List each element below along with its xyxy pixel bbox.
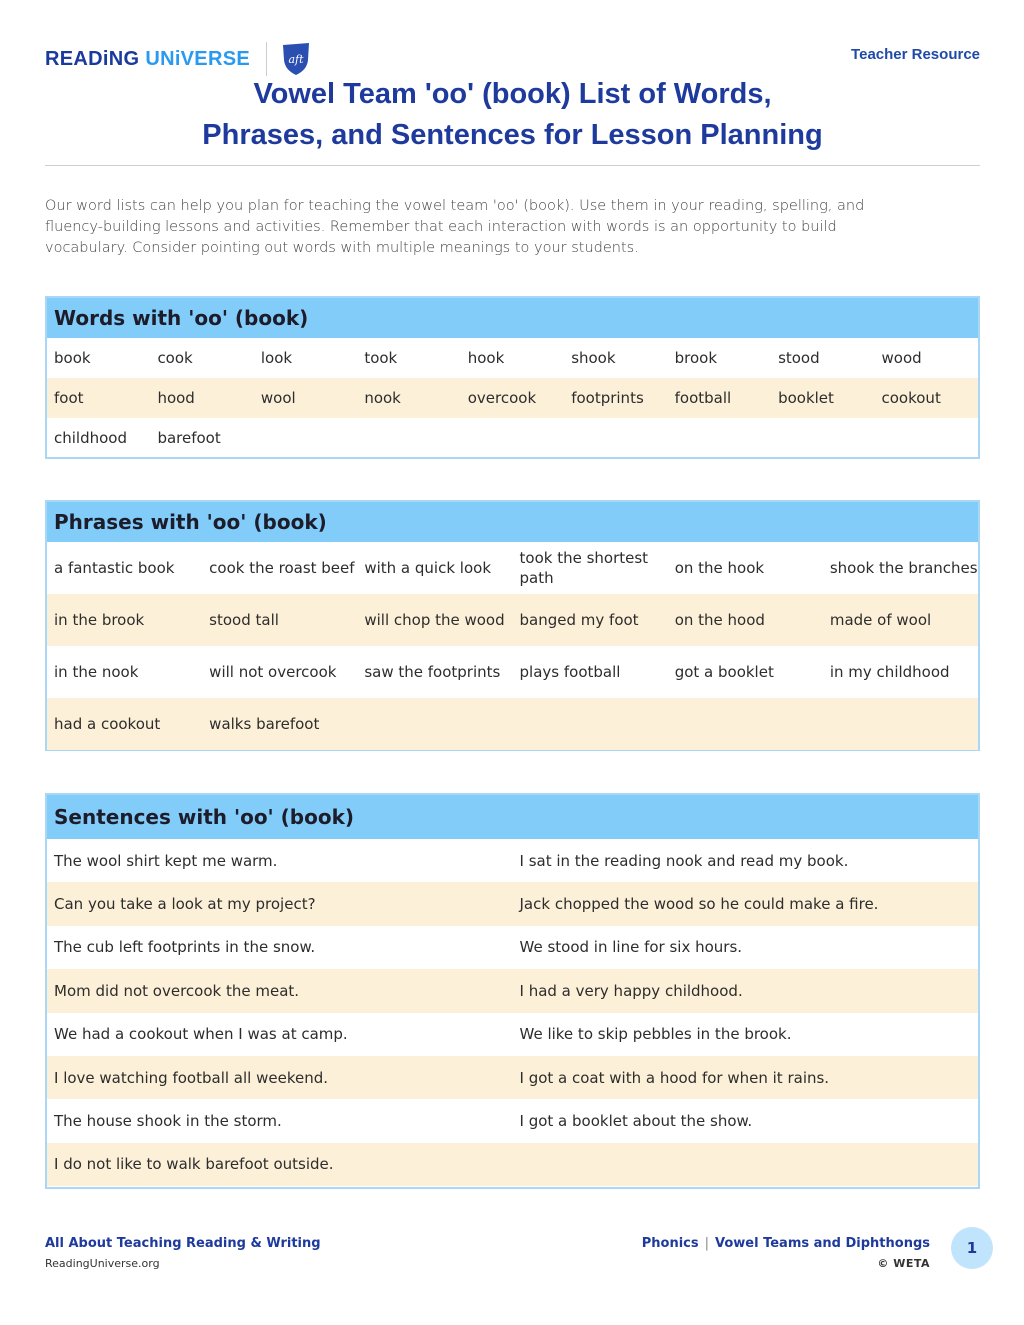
word-cell: childhood bbox=[54, 429, 127, 447]
teacher-resource-label: Teacher Resource bbox=[851, 46, 980, 63]
footer-left bbox=[45, 1236, 321, 1270]
sentence-cell: The wool shirt kept me warm. bbox=[54, 851, 278, 870]
phrase-cell: on the hook bbox=[674, 559, 765, 577]
word-cell: book bbox=[54, 349, 91, 367]
phrase-cell: got a booklet bbox=[674, 663, 774, 681]
intro-line: Our word lists can help you plan for teaching the vowel team 'oo' (book). Use them in your reading, spelling, and bbox=[45, 198, 865, 214]
word-cell: barefoot bbox=[157, 429, 221, 447]
word-cell: overcook bbox=[467, 389, 537, 407]
table-row bbox=[47, 542, 978, 594]
word-cell: brook bbox=[674, 349, 718, 367]
word-cell: cook bbox=[157, 349, 193, 367]
logo-reading-text: READiNG bbox=[45, 47, 140, 70]
word-cell: cookout bbox=[881, 389, 941, 407]
phrase-cell: on the hood bbox=[674, 611, 765, 629]
phrase-cell: saw the footprints bbox=[364, 663, 501, 681]
sentence-cell: I sat in the reading nook and read my book. bbox=[519, 851, 849, 870]
sentences-panel bbox=[45, 793, 980, 1189]
sentence-cell: Mom did not overcook the meat. bbox=[54, 981, 300, 1000]
aft-shield-icon bbox=[281, 42, 311, 76]
sentence-cell: I got a booklet about the show. bbox=[519, 1112, 753, 1131]
sentences-heading: Sentences with 'oo' (book) bbox=[47, 795, 978, 839]
title-line-2: Phrases, and Sentences for Lesson Planning bbox=[202, 119, 823, 151]
phrases-heading: Phrases with 'oo' (book) bbox=[47, 502, 978, 542]
sentence-cell: Jack chopped the wood so he could make a fire. bbox=[519, 895, 879, 914]
phrase-cell: will chop the wood bbox=[364, 611, 505, 629]
title-line-1: Vowel Team 'oo' (book) List of Words, bbox=[253, 78, 772, 110]
sentence-cell: I got a coat with a hood for when it rains. bbox=[519, 1068, 830, 1087]
phrases-panel bbox=[45, 500, 980, 751]
phrase-cell: banged my foot bbox=[519, 611, 639, 629]
reading-universe-logo[interactable] bbox=[45, 42, 311, 76]
table-row bbox=[47, 418, 978, 458]
table-row bbox=[47, 338, 978, 378]
phrase-cell: will not overcook bbox=[209, 663, 337, 681]
page-number-badge: 1 bbox=[951, 1227, 993, 1269]
word-cell: wood bbox=[881, 349, 922, 367]
intro-line: vocabulary. Consider pointing out words with multiple meanings to your students. bbox=[45, 240, 639, 256]
word-cell: footprints bbox=[571, 389, 644, 407]
word-cell: hood bbox=[157, 389, 195, 407]
word-cell: nook bbox=[364, 389, 401, 407]
word-cell: look bbox=[260, 349, 293, 367]
footer-url-link[interactable]: ReadingUniverse.org bbox=[45, 1257, 160, 1270]
table-row bbox=[47, 969, 978, 1012]
table-row bbox=[47, 926, 978, 969]
phrase-cell: plays football bbox=[519, 663, 621, 681]
table-row bbox=[47, 646, 978, 698]
sentence-cell: The cub left footprints in the snow. bbox=[54, 938, 316, 957]
footer-right bbox=[642, 1236, 930, 1270]
table-row bbox=[47, 839, 978, 882]
sentence-cell: Can you take a look at my project? bbox=[54, 895, 316, 914]
table-row bbox=[47, 594, 978, 646]
table-row bbox=[47, 1099, 978, 1142]
phrase-cell: a fantastic book bbox=[54, 559, 175, 577]
logo-divider bbox=[266, 42, 267, 76]
phrase-cell: in my childhood bbox=[829, 663, 950, 681]
breadcrumb-vowel-teams[interactable]: Vowel Teams and Diphthongs bbox=[715, 1236, 930, 1251]
word-cell: wool bbox=[260, 389, 296, 407]
breadcrumb-phonics[interactable]: Phonics bbox=[641, 1236, 699, 1251]
word-cell: foot bbox=[54, 389, 84, 407]
sentence-cell: I had a very happy childhood. bbox=[519, 981, 743, 1000]
table-row bbox=[47, 378, 978, 418]
table-row bbox=[47, 1143, 978, 1186]
title-divider bbox=[45, 165, 980, 166]
phrase-cell: with a quick look bbox=[364, 559, 492, 577]
page-header bbox=[45, 36, 980, 76]
logo-universe-text: UNiVERSE bbox=[145, 47, 250, 70]
sentence-cell: The house shook in the storm. bbox=[54, 1112, 282, 1131]
copyright: © WETA bbox=[877, 1257, 930, 1270]
footer-tagline: All About Teaching Reading & Writing bbox=[45, 1236, 321, 1251]
word-cell: football bbox=[674, 389, 732, 407]
word-cell: took bbox=[364, 349, 398, 367]
svg-text:aft: aft bbox=[288, 53, 304, 66]
intro-paragraph bbox=[45, 196, 945, 259]
phrase-cell: stood tall bbox=[209, 611, 279, 629]
words-panel bbox=[45, 296, 980, 459]
table-row bbox=[47, 698, 978, 750]
breadcrumb-separator: | bbox=[704, 1236, 709, 1251]
footer-breadcrumb bbox=[642, 1236, 930, 1251]
table-row bbox=[47, 1013, 978, 1056]
word-cell: stood bbox=[778, 349, 820, 367]
intro-line: fluency-building lessons and activities. Remember that each interaction with words is an opportunity to build bbox=[45, 219, 837, 235]
words-heading: Words with 'oo' (book) bbox=[47, 298, 978, 338]
phrase-cell: had a cookout bbox=[54, 715, 161, 733]
sentence-cell: I love watching football all weekend. bbox=[54, 1068, 328, 1087]
phrase-cell: made of wool bbox=[829, 611, 932, 629]
phrase-cell: took the shortest path bbox=[519, 549, 649, 587]
page-title bbox=[45, 74, 980, 156]
sentence-cell: We had a cookout when I was at camp. bbox=[54, 1025, 348, 1044]
phrase-cell: walks barefoot bbox=[209, 715, 320, 733]
word-cell: shook bbox=[571, 349, 616, 367]
table-row bbox=[47, 1056, 978, 1099]
sentence-cell: We like to skip pebbles in the brook. bbox=[519, 1025, 792, 1044]
phrase-cell: in the brook bbox=[54, 611, 145, 629]
phrase-cell: shook the branches bbox=[829, 559, 978, 577]
word-cell: booklet bbox=[778, 389, 834, 407]
phrase-cell: in the nook bbox=[54, 663, 139, 681]
sentence-cell: I do not like to walk barefoot outside. bbox=[54, 1155, 334, 1174]
table-row bbox=[47, 882, 978, 925]
sentence-cell: We stood in line for six hours. bbox=[519, 938, 743, 957]
word-cell: hook bbox=[467, 349, 505, 367]
phrase-cell: cook the roast beef bbox=[209, 559, 355, 577]
